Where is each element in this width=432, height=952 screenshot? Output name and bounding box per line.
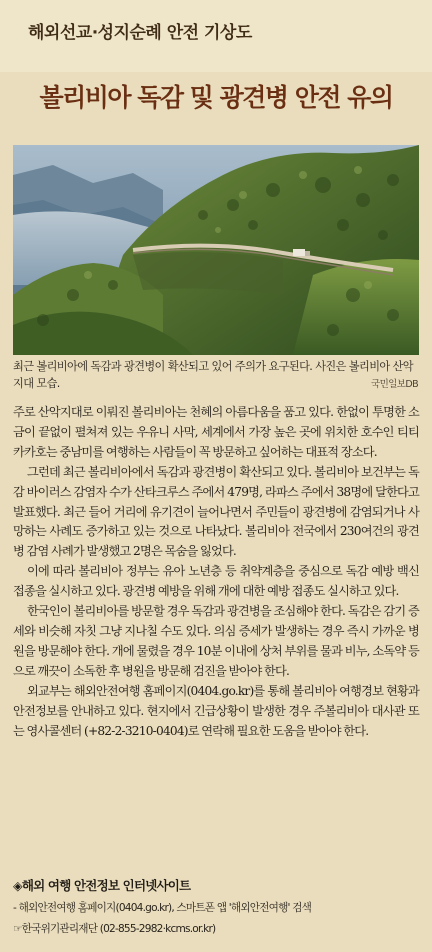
info-website-line: - 해외안전여행 홈페이지(0404.go.kr), 스마트폰 앱 '해외안전여행' 검색: [13, 902, 312, 914]
paragraph: 주로 산악지대로 이뤄진 볼리비아는 천혜의 아름다움을 품고 있다. 한없이 투명한 소금이 끝없이 펼쳐져 있는 우유니 사막, 세계에서 가장 높은 곳에 위치한 호수인 티티카카호는 중남미를 여행하는 사람들이 꼭 방문하고 싶어하는 대표적 장소다.: [13, 405, 419, 459]
header-bar: [0, 0, 432, 72]
photo-credit: 국민일보DB: [371, 379, 418, 390]
mountain-road-photo: [13, 145, 419, 355]
section-label: 해외선교·성지순례 안전 기상도: [28, 23, 252, 43]
paragraph: 이에 따라 볼리비아 정부는 유아 노년층 등 취약계층을 중심으로 독감 예방 백신 접종을 실시하고 있다. 광견병 예방을 위해 개에 대한 예방 접종도 실시하고 있다.: [13, 564, 419, 599]
article-body: [13, 403, 419, 741]
paragraph: 외교부는 해외안전여행 홈페이지(0404.go.kr)를 통해 볼리비아 여행경보 현황과 안전정보를 안내하고 있다. 현지에서 긴급상황이 발생한 경우 주볼리비아 대사관 또는 영사콜센터 (+82-2-3210-0404)로 연락해 필요한 도움을 받아야 한다.: [13, 683, 419, 738]
info-contact-line: ☞한국위기관리재단 (02-855-2982·kcms.or.kr): [13, 923, 216, 935]
article-title: 볼리비아 독감 및 광견병 안전 유의: [39, 83, 393, 112]
paragraph: 한국인이 볼리비아를 방문할 경우 독감과 광견병을 조심해야 한다. 독감은 감기 증세와 비슷해 자칫 그냥 지나칠 수도 있다. 의심 증세가 발생하는 경우 즉시 가까운 병원을 방문해야 한다. 개에 물렸을 경우 10분 이내에 상처 부위를 물과 비누, 소독약 등으로 깨끗이 소독한 후 병원을 방문해 검진을 받아야 한다.: [13, 604, 419, 678]
info-title: ◈해외 여행 안전정보 인터넷사이트: [13, 878, 191, 893]
photo-caption: 최근 볼리비아에 독감과 광견병이 확산되고 있어 주의가 요구된다. 사진은 볼리비아 산악지대 모습.: [13, 360, 413, 390]
paragraph: 그런데 최근 볼리비아에서 독감과 광견병이 확산되고 있다. 볼리비아 보건부는 독감 바이러스 감염자 수가 산타크루스 주에서 479명, 라파스 주에서 38명에 달한다고 발표했다. 최근 들어 거리에 유기견이 늘어나면서 주민들이 광견병에 감염되거나 사망하는 사례도 증가하고 있는 것으로 나타났다. 볼리비아 전국에서 230여건의 광견병 감염 사례가 발생했고 2명은 목숨을 잃었다.: [13, 464, 419, 559]
info-box: [13, 876, 419, 936]
